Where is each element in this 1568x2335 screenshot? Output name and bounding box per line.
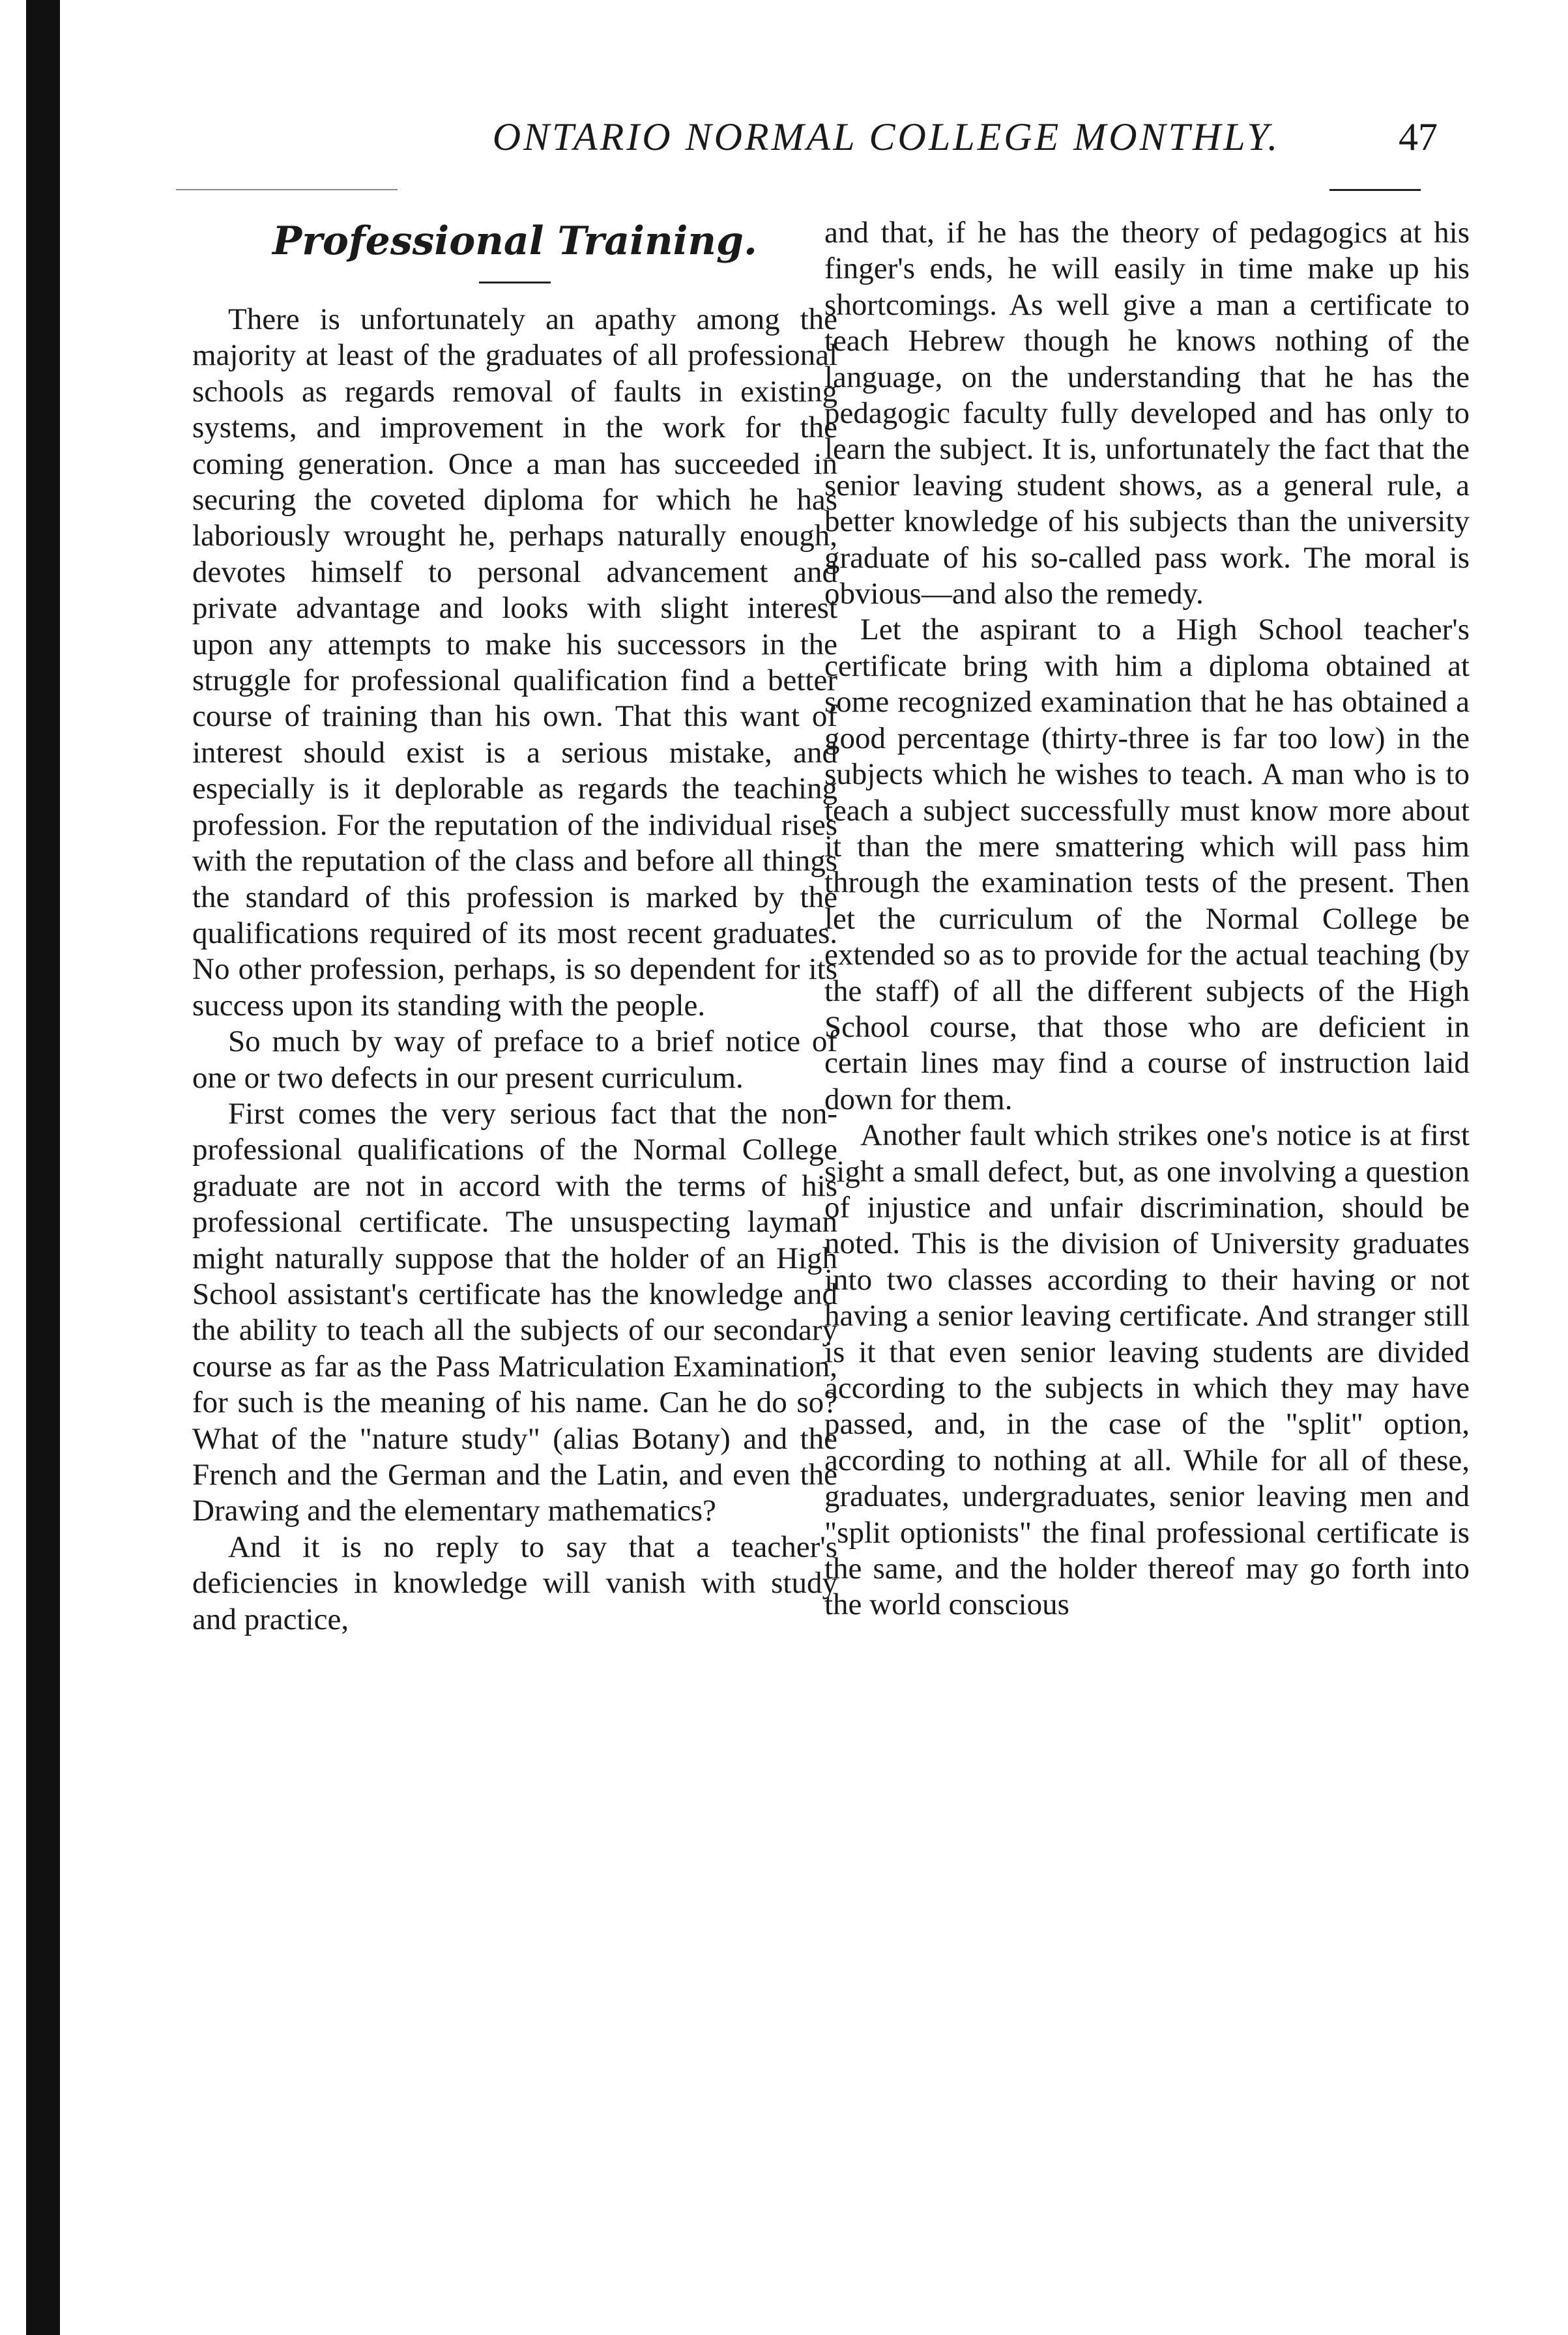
title-divider (479, 282, 551, 283)
left-column (192, 215, 837, 1638)
paragraph: Let the aspirant to a High School teacher's certificate bring with him a diploma obtained at some recognized examination that he has obtained a good percentage (thirty-three is far too low) in the subjects which he wishes to teach. A man who is to teach a subject successfully must know more about it than the mere smattering which will pass him through the examination tests of the present. Then let the curriculum of the Normal College be extended so as to provide for the actual teaching (by the staff) of all the different subjects of the High School course, that those who are deficient in certain lines may find a course of instruction laid down for them. (824, 613, 1470, 1116)
page-number: 47 (1399, 115, 1438, 158)
paragraph: First comes the very serious fact that the non-professional qualifications of the Normal College graduate are not in accord with the terms of his professional certificate. The unsuspecting layman might naturally suppose that the holder of an High School assistant's certificate has the knowledge and the ability to teach all the subjects of our secondary course as far as the Pass Matriculation Examination, for such is the meaning of his name. Can he do so? What of the "nature study" (alias Botany) and the French and the German and the Latin, and even the Drawing and the elementary mathematics? (192, 1096, 837, 1528)
paragraph: And it is no reply to say that a teacher's deficiencies in knowledge will vanish with study and practice, (192, 1530, 837, 1636)
running-header: ONTARIO NORMAL COLLEGE MONTHLY. (492, 115, 1281, 158)
paragraph: and that, if he has the theory of pedagogics at his finger's ends, he will easily in time make up his shortcomings. As well give a man a certificate to teach Hebrew though he knows nothing of the language, on the understanding that he has the pedagogic faculty fully developed and has only to learn the subject. It is, unfortunately the fact that the senior leaving student shows, as a general rule, a better knowledge of his subjects than the university graduate of his so-called pass work. The moral is obvious—and also the remedy. (824, 216, 1470, 611)
paragraph: There is unfortunately an apathy among the majority at least of the graduates of all professional schools as regards removal of faults in existing systems, and improvement in the work for the coming generation. Once a man has succeeded in securing the coveted diploma for which he has laboriously wrought he, perhaps naturally enough, devotes himself to personal advancement and private advantage and looks with slight interest upon any attempts to make his successors in the struggle for professional qualification find a better course of training than his own. That this want of interest should exist is a serious mistake, and especially is it deplorable as regards the teaching profession. For the reputation of the individual rises with the reputation of the class and before all things the standard of this profession is marked by the qualifications required of its most recent graduates. No other profession, perhaps, is so dependent for its success upon its standing with the people. (192, 302, 837, 1022)
paragraph: Another fault which strikes one's notice is at first sight a small defect, but, as one involving a question of injustice and unfair discrimination, should be noted. This is the division of University graduates into two classes according to their having or not having a senior leaving certificate. And stranger still is it that even senior leaving students are divided according to the subjects in which they may have passed, and, in the case of the "split" option, according to nothing at all. While for all of these, graduates, undergraduates, senior leaving men and "split optionists" the final professional certificate is the same, and the holder thereof may go forth into the world conscious (824, 1118, 1470, 1622)
paragraph: So much by way of preface to a brief notice of one or two defects in our present curriculum. (192, 1024, 837, 1095)
header-rule-right (1329, 189, 1421, 191)
binding-edge (26, 0, 60, 2335)
article-title: Professional Training. (272, 218, 757, 264)
right-column (824, 215, 1470, 1623)
header-rule-left (176, 189, 398, 190)
